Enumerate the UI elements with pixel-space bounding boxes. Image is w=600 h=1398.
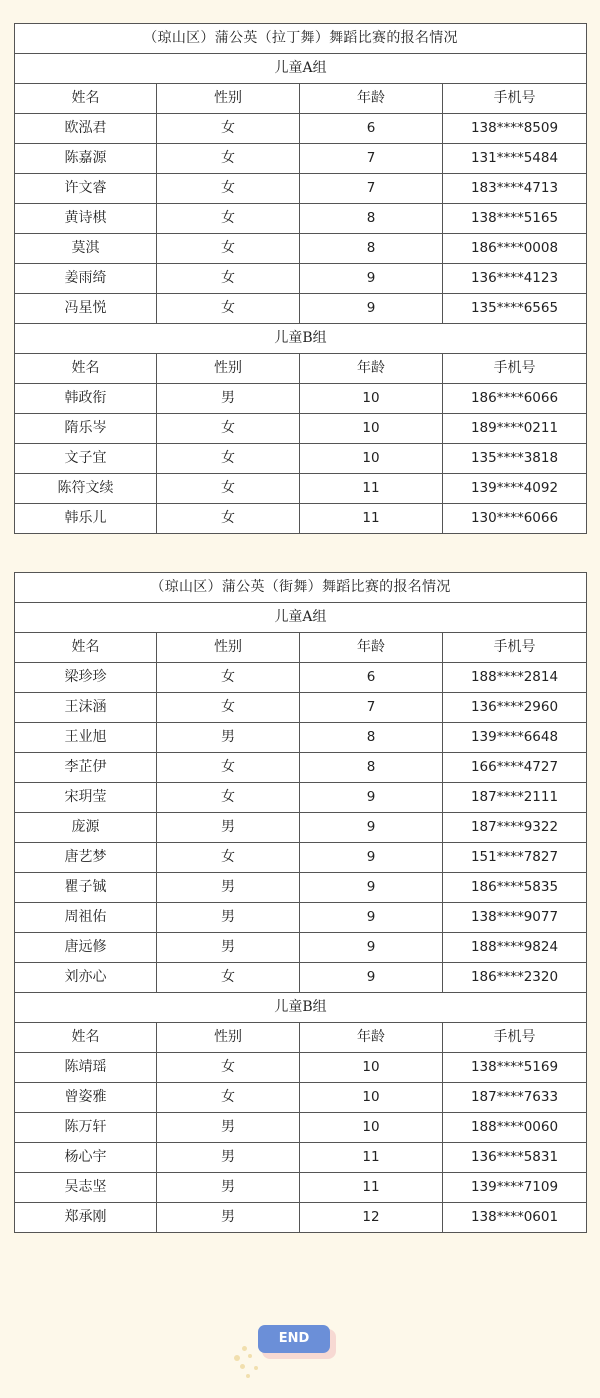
cell-phone: 135****3818 [443,444,587,474]
cell-phone: 166****4727 [443,753,587,783]
header-phone: 手机号 [443,633,587,663]
cell-phone: 183****4713 [443,174,587,204]
header-name: 姓名 [15,633,157,663]
table-header-row [15,1023,587,1053]
cell-name: 冯星悦 [15,294,157,324]
header-phone: 手机号 [443,84,587,114]
table-row [15,1053,587,1083]
table-row [15,753,587,783]
table-row [15,1203,587,1233]
cell-age: 9 [300,873,443,903]
cell-gender: 男 [157,903,300,933]
cell-age: 6 [300,114,443,144]
cell-name: 陈符文续 [15,474,157,504]
cell-gender: 男 [157,813,300,843]
cell-phone: 138****0601 [443,1203,587,1233]
cell-age: 7 [300,144,443,174]
cell-gender: 女 [157,663,300,693]
cell-name: 瞿子铖 [15,873,157,903]
header-gender: 性别 [157,633,300,663]
cell-name: 杨心宇 [15,1143,157,1173]
cell-age: 9 [300,903,443,933]
cell-gender: 女 [157,234,300,264]
group-name: 儿童A组 [15,603,587,633]
cell-gender: 男 [157,1113,300,1143]
table-row [15,843,587,873]
cell-age: 9 [300,933,443,963]
cell-age: 11 [300,474,443,504]
table-header-row [15,633,587,663]
header-name: 姓名 [15,1023,157,1053]
header-age: 年龄 [300,84,443,114]
table-row [15,114,587,144]
table-row [15,414,587,444]
table-title: （琼山区）蒲公英（拉丁舞）舞蹈比赛的报名情况 [15,24,587,54]
cell-name: 许文睿 [15,174,157,204]
cell-gender: 女 [157,783,300,813]
cell-phone: 187****2111 [443,783,587,813]
cell-phone: 138****5165 [443,204,587,234]
cell-name: 刘亦心 [15,963,157,993]
table-row [15,1173,587,1203]
end-button[interactable]: END [258,1325,330,1353]
table-row [15,444,587,474]
cell-name: 宋玥莹 [15,783,157,813]
table-row [15,264,587,294]
cell-gender: 男 [157,384,300,414]
cell-name: 唐远修 [15,933,157,963]
table-row [15,174,587,204]
cell-age: 8 [300,234,443,264]
header-name: 姓名 [15,354,157,384]
cell-phone: 138****5169 [443,1053,587,1083]
cell-name: 隋乐岑 [15,414,157,444]
cell-name: 王沫涵 [15,693,157,723]
table-row [15,144,587,174]
header-age: 年龄 [300,354,443,384]
table-row [15,1113,587,1143]
cell-age: 7 [300,693,443,723]
table-row [15,963,587,993]
cell-name: 姜雨绮 [15,264,157,294]
cell-age: 9 [300,264,443,294]
cell-gender: 女 [157,504,300,534]
cell-name: 梁珍珍 [15,663,157,693]
cell-name: 黄诗棋 [15,204,157,234]
cell-name: 吴志坚 [15,1173,157,1203]
cell-gender: 男 [157,1203,300,1233]
cell-name: 曾姿雅 [15,1083,157,1113]
cell-age: 8 [300,723,443,753]
cell-name: 唐艺梦 [15,843,157,873]
registration-table-street-dance [14,572,586,1233]
cell-phone: 130****6066 [443,504,587,534]
table-row [15,234,587,264]
table-row [15,504,587,534]
cell-name: 韩乐儿 [15,504,157,534]
cell-age: 11 [300,1173,443,1203]
cell-phone: 186****2320 [443,963,587,993]
table-row [15,474,587,504]
group-row [15,54,587,84]
cell-age: 10 [300,1113,443,1143]
cell-name: 文子宜 [15,444,157,474]
cell-phone: 151****7827 [443,843,587,873]
cell-phone: 136****5831 [443,1143,587,1173]
cell-age: 10 [300,1053,443,1083]
cell-gender: 女 [157,963,300,993]
table-row [15,693,587,723]
cell-phone: 139****6648 [443,723,587,753]
cell-phone: 188****2814 [443,663,587,693]
cell-name: 陈靖瑶 [15,1053,157,1083]
cell-gender: 男 [157,1173,300,1203]
table-header-row [15,84,587,114]
cell-phone: 139****4092 [443,474,587,504]
cell-age: 9 [300,294,443,324]
cell-gender: 男 [157,933,300,963]
cell-phone: 138****8509 [443,114,587,144]
cell-gender: 男 [157,873,300,903]
table-title: （琼山区）蒲公英（街舞）舞蹈比赛的报名情况 [15,573,587,603]
cell-name: 韩政衔 [15,384,157,414]
cell-age: 12 [300,1203,443,1233]
header-name: 姓名 [15,84,157,114]
table-row [15,384,587,414]
cell-name: 陈万轩 [15,1113,157,1143]
table-row [15,1083,587,1113]
cell-gender: 女 [157,1053,300,1083]
cell-gender: 女 [157,174,300,204]
table-row [15,783,587,813]
cell-phone: 139****7109 [443,1173,587,1203]
cell-gender: 女 [157,1083,300,1113]
cell-gender: 女 [157,294,300,324]
group-row [15,993,587,1023]
cell-age: 11 [300,1143,443,1173]
table-row [15,1143,587,1173]
cell-name: 李芷伊 [15,753,157,783]
table-row [15,933,587,963]
header-gender: 性别 [157,354,300,384]
cell-gender: 女 [157,693,300,723]
cell-phone: 138****9077 [443,903,587,933]
cell-age: 7 [300,174,443,204]
header-age: 年龄 [300,633,443,663]
cell-age: 9 [300,813,443,843]
table-row [15,723,587,753]
cell-gender: 女 [157,264,300,294]
cell-gender: 女 [157,444,300,474]
cell-name: 欧泓君 [15,114,157,144]
cell-phone: 186****5835 [443,873,587,903]
cell-name: 莫淇 [15,234,157,264]
table-row [15,873,587,903]
cell-phone: 187****7633 [443,1083,587,1113]
cell-phone: 189****0211 [443,414,587,444]
decorative-dots-icon [232,1346,272,1382]
cell-gender: 女 [157,144,300,174]
table-row [15,813,587,843]
cell-phone: 135****6565 [443,294,587,324]
cell-phone: 136****2960 [443,693,587,723]
group-row [15,603,587,633]
header-phone: 手机号 [443,354,587,384]
cell-age: 9 [300,963,443,993]
cell-age: 9 [300,783,443,813]
table-row [15,204,587,234]
cell-gender: 男 [157,1143,300,1173]
cell-name: 陈嘉源 [15,144,157,174]
header-gender: 性别 [157,84,300,114]
cell-age: 6 [300,663,443,693]
cell-age: 9 [300,843,443,873]
cell-gender: 女 [157,474,300,504]
cell-name: 庞源 [15,813,157,843]
cell-age: 10 [300,1083,443,1113]
cell-phone: 188****9824 [443,933,587,963]
cell-phone: 187****9322 [443,813,587,843]
group-name: 儿童A组 [15,54,587,84]
table-row [15,294,587,324]
cell-gender: 女 [157,753,300,783]
registration-table-latin [14,23,586,534]
cell-gender: 男 [157,723,300,753]
cell-gender: 女 [157,114,300,144]
cell-phone: 131****5484 [443,144,587,174]
cell-phone: 188****0060 [443,1113,587,1143]
cell-gender: 女 [157,843,300,873]
cell-phone: 186****6066 [443,384,587,414]
cell-age: 10 [300,384,443,414]
cell-gender: 女 [157,414,300,444]
header-age: 年龄 [300,1023,443,1053]
cell-age: 11 [300,504,443,534]
table-title-row [15,573,587,603]
cell-age: 10 [300,414,443,444]
cell-phone: 186****0008 [443,234,587,264]
cell-name: 郑承刚 [15,1203,157,1233]
table-title-row [15,24,587,54]
cell-gender: 女 [157,204,300,234]
cell-age: 10 [300,444,443,474]
table-row [15,903,587,933]
header-phone: 手机号 [443,1023,587,1053]
group-name: 儿童B组 [15,324,587,354]
cell-age: 8 [300,204,443,234]
table-row [15,663,587,693]
group-row [15,324,587,354]
table-header-row [15,354,587,384]
cell-name: 王业旭 [15,723,157,753]
cell-age: 8 [300,753,443,783]
group-name: 儿童B组 [15,993,587,1023]
cell-phone: 136****4123 [443,264,587,294]
header-gender: 性别 [157,1023,300,1053]
cell-name: 周祖佑 [15,903,157,933]
